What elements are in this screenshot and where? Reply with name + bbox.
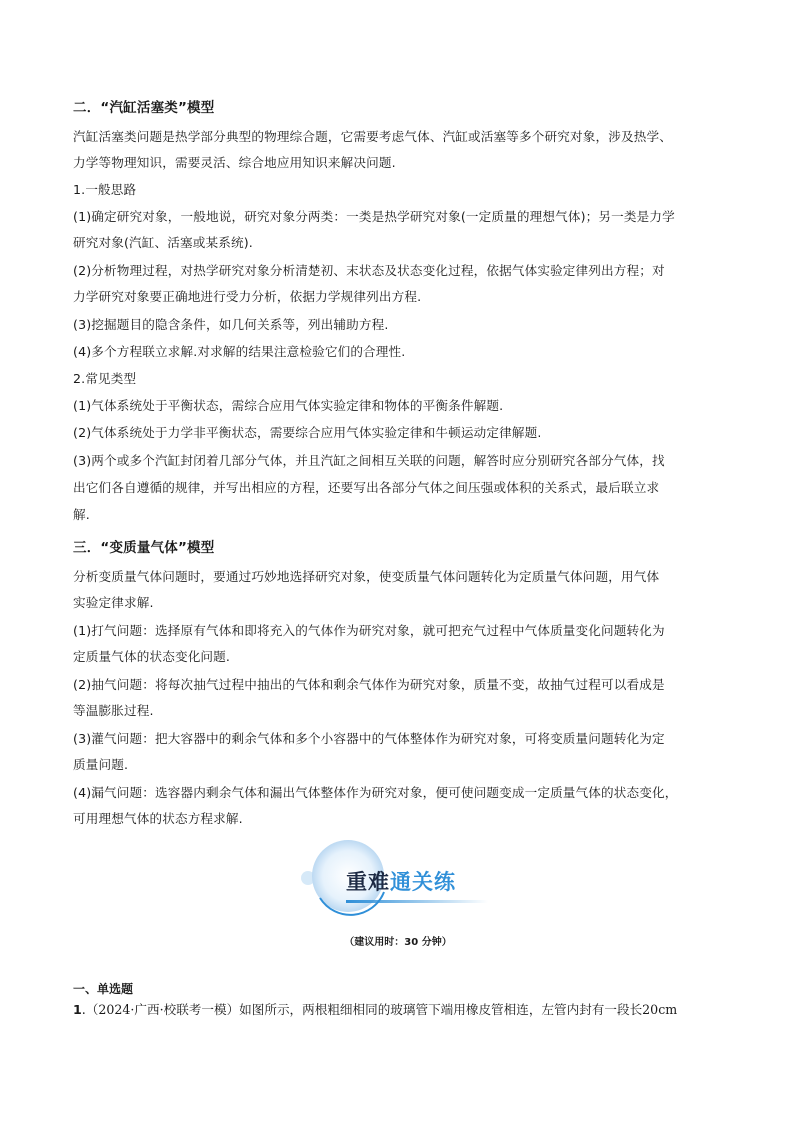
s3-point2-line2: 等温膨胀过程.: [73, 703, 154, 718]
s2-point1-line1: (1)确定研究对象，一般地说，研究对象分两类：一类是热学研究对象(一定质量的理想气体)；另一类是力学: [73, 209, 675, 224]
s2-type3-line3: 解.: [73, 507, 90, 522]
s2-point2-line2: 力学研究对象要正确地进行受力分析，依据力学规律列出方程.: [73, 289, 422, 304]
s2-subheading-1: 1.一般思路: [73, 182, 137, 197]
section-badge: [298, 836, 498, 916]
suggested-time-note: （建议用时：30 分钟）: [344, 937, 452, 948]
section-2-heading: 二．“汽缸活塞类”模型: [73, 100, 215, 116]
s2-subheading-2: 2.常见类型: [73, 371, 137, 386]
s3-point1-line1: (1)打气问题：选择原有气体和即将充入的气体作为研究对象，就可把充气过程中气体质量变化问题转化为: [73, 623, 665, 638]
s2-point1-line2: 研究对象(汽缸、活塞或某系统).: [73, 235, 253, 250]
s2-type2: (2)气体系统处于力学非平衡状态，需要综合应用气体实验定律和牛顿运动定律解题.: [73, 425, 542, 440]
section-3-heading: 三．“变质量气体”模型: [73, 540, 215, 556]
badge-title: [346, 866, 456, 896]
question-1-text: .（2024·广西·校联考一模）如图所示，两根粗细相同的玻璃管下端用橡皮管相连，左管内封有一段长20cm: [81, 1002, 678, 1017]
question-section-heading: 一、单选题: [73, 982, 134, 996]
question-1-number: 1: [73, 1002, 82, 1017]
s2-point3: (3)挖掘题目的隐含条件，如几何关系等，列出辅助方程.: [73, 317, 389, 332]
s2-point4: (4)多个方程联立求解.对求解的结果注意检验它们的合理性.: [73, 344, 406, 359]
s3-point2-line1: (2)抽气问题：将每次抽气过程中抽出的气体和剩余气体作为研究对象，质量不变，故抽气过程可以看成是: [73, 677, 665, 692]
s3-point4-line2: 可用理想气体的状态方程求解.: [73, 811, 243, 826]
s3-point3-line1: (3)灌气问题：把大容器中的剩余气体和多个小容器中的气体整体作为研究对象，可将变质量问题转化为定: [73, 731, 665, 746]
s2-type3-line2: 出它们各自遵循的规律，并写出相应的方程，还要写出各部分气体之间压强或体积的关系式，最后联立求: [73, 480, 660, 495]
s2-type1: (1)气体系统处于平衡状态，需综合应用气体实验定律和物体的平衡条件解题.: [73, 398, 504, 413]
badge-title-part1: 重难: [346, 870, 390, 894]
s2-point2-line1: (2)分析物理过程，对热学研究对象分析清楚初、末状态及状态变化过程，依据气体实验定律列出方程；对: [73, 263, 665, 278]
s3-intro-line2: 实验定律求解.: [73, 595, 154, 610]
s2-intro-line2: 力学等物理知识，需要灵活、综合地应用知识来解决问题.: [73, 155, 396, 170]
badge-title-part2: 通关练: [390, 870, 456, 894]
s3-point1-line2: 定质量气体的状态变化问题.: [73, 649, 231, 664]
s2-type3-line1: (3)两个或多个汽缸封闭着几部分气体，并且汽缸之间相互关联的问题，解答时应分别研究各部分气体，找: [73, 453, 665, 468]
s3-intro-line1: 分析变质量气体问题时，要通过巧妙地选择研究对象，使变质量气体问题转化为定质量气体问题，用气体: [73, 569, 660, 584]
badge-underline: [346, 900, 488, 903]
question-1: [73, 999, 733, 1018]
s2-intro-line1: 汽缸活塞类问题是热学部分典型的物理综合题，它需要考虑气体、汽缸或活塞等多个研究对象，涉及热学、: [73, 129, 672, 144]
s3-point3-line2: 质量问题.: [73, 757, 129, 772]
s3-point4-line1: (4)漏气问题：选容器内剩余气体和漏出气体整体作为研究对象，便可使问题变成一定质量气体的状态变化，: [73, 785, 678, 800]
